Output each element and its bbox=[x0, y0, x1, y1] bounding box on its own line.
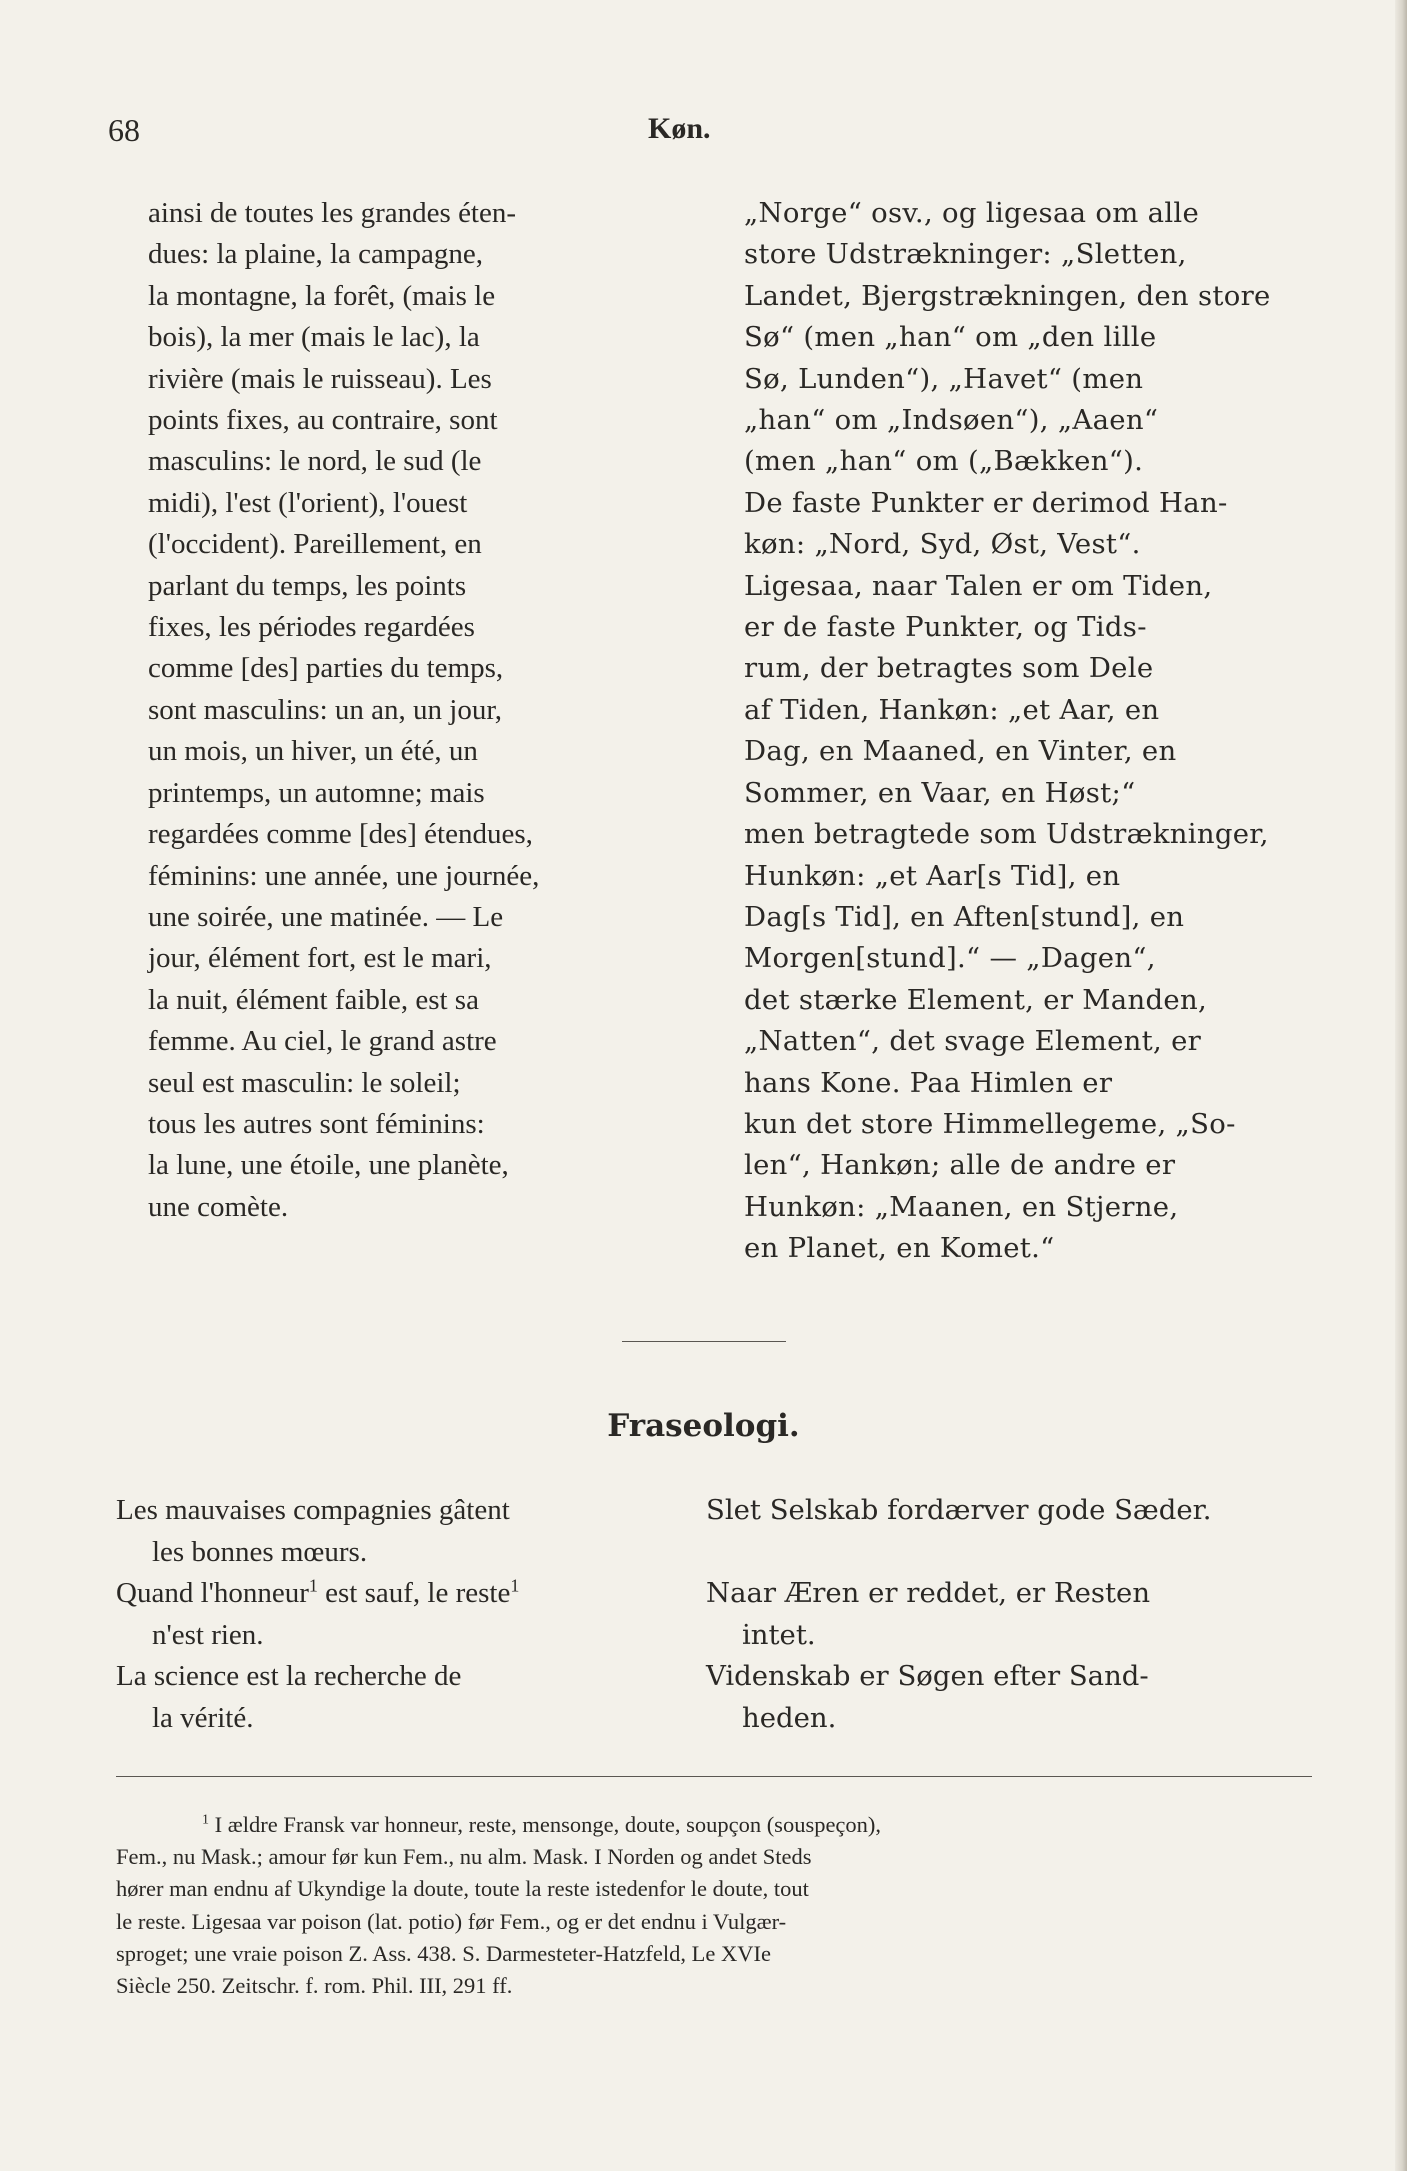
proverb-french bbox=[116, 1573, 661, 1656]
footnote-marker: 1 bbox=[202, 1812, 209, 1828]
text-line: la lune, une étoile, une planète, bbox=[148, 1149, 509, 1182]
footnote-divider bbox=[116, 1776, 1312, 1777]
text-line: Sø“ (men „han“ om „den lille bbox=[744, 321, 1157, 354]
text-line: Ligesaa, naar Talen er om Tiden, bbox=[744, 569, 1213, 602]
section-divider bbox=[622, 1341, 786, 1342]
text-line: Dag[s Tid], en Aften[stund], en bbox=[744, 900, 1185, 933]
proverb-line: intet. bbox=[742, 1618, 816, 1651]
proverb-line: Videnskab er Søgen efter Sand- bbox=[706, 1660, 1149, 1692]
proverb-french bbox=[116, 1490, 661, 1573]
footnote-line: sproget; une vraie poison Z. Ass. 438. S. Darmesteter-Hatzfeld, Le XVIe bbox=[116, 1940, 771, 1966]
page-header bbox=[0, 112, 1407, 152]
text-line: seul est masculin: le soleil; bbox=[148, 1066, 461, 1099]
danish-text-column bbox=[744, 193, 1271, 1270]
text-line: printemps, un automne; mais bbox=[148, 776, 485, 809]
text-line: store Udstrækninger: „Sletten, bbox=[744, 238, 1187, 271]
text-line: køn: „Nord, Syd, Øst, Vest“. bbox=[744, 528, 1141, 561]
text-line: „han“ om „Indsøen“), „Aaen“ bbox=[744, 404, 1159, 437]
text-line: en Planet, en Komet.“ bbox=[744, 1232, 1055, 1265]
text-line: Dag, en Maaned, en Vinter, en bbox=[744, 735, 1177, 768]
proverb-line: n'est rien. bbox=[152, 1618, 264, 1651]
text-line: bois), la mer (mais le lac), la bbox=[148, 321, 480, 354]
proverb-line: les bonnes mœurs. bbox=[152, 1535, 368, 1568]
text-line: points fixes, au contraire, sont bbox=[148, 404, 498, 437]
proverb-text: est sauf, le reste bbox=[317, 1577, 511, 1609]
text-line: det stærke Element, er Manden, bbox=[744, 983, 1208, 1016]
page-number: 68 bbox=[108, 112, 140, 148]
proverb-line: la vérité. bbox=[152, 1701, 254, 1734]
text-line: jour, élément fort, est le mari, bbox=[148, 942, 492, 975]
text-line: men betragtede som Udstrækninger, bbox=[744, 818, 1269, 851]
text-line: Landet, Bjergstrækningen, den store bbox=[744, 279, 1271, 312]
footnote-line: Fem., nu Mask.; amour før kun Fem., nu alm. Mask. I Norden og andet Steds bbox=[116, 1844, 812, 1870]
text-line: ainsi de toutes les grandes éten- bbox=[148, 197, 517, 229]
footnote-line: Siècle 250. Zeitschr. f. rom. Phil. III, 291 ff. bbox=[116, 1973, 513, 1999]
proverb-danish bbox=[706, 1490, 1252, 1532]
text-line: rum, der betragtes som Dele bbox=[744, 652, 1154, 685]
text-line: midi), l'est (l'orient), l'ouest bbox=[148, 486, 468, 519]
text-line: rivière (mais le ruisseau). Les bbox=[148, 362, 492, 395]
text-line: Sommer, en Vaar, en Høst;“ bbox=[744, 776, 1136, 809]
proverb-line: Slet Selskab fordærver gode Sæder. bbox=[706, 1494, 1212, 1526]
text-line: la nuit, élément faible, est sa bbox=[148, 983, 479, 1016]
section-title: Fraseologi. bbox=[607, 1408, 800, 1444]
text-line: un mois, un hiver, un été, un bbox=[148, 735, 478, 768]
proverb-french bbox=[116, 1656, 661, 1739]
text-line: af Tiden, Hankøn: „et Aar, en bbox=[744, 693, 1160, 726]
text-line: (l'occident). Pareillement, en bbox=[148, 528, 482, 561]
text-line: hans Kone. Paa Himlen er bbox=[744, 1066, 1113, 1099]
footnote-text: I ældre Fransk var honneur, reste, mensonge, doute, soupçon (souspeçon), bbox=[214, 1812, 882, 1837]
text-line: regardées comme [des] étendues, bbox=[148, 818, 533, 851]
footnote-line bbox=[116, 1809, 1312, 1841]
footnote bbox=[116, 1809, 1312, 2002]
text-line: parlant du temps, les points bbox=[148, 569, 467, 602]
proverb-text: Quand l'honneur bbox=[116, 1577, 309, 1609]
text-line: dues: la plaine, la campagne, bbox=[148, 238, 483, 271]
running-head: Køn. bbox=[648, 112, 711, 145]
page-edge bbox=[1395, 0, 1407, 2171]
footnote-line: le reste. Ligesaa var poison (lat. potio) før Fem., og er det endnu i Vulgær- bbox=[116, 1908, 787, 1934]
text-line: fixes, les périodes regardées bbox=[148, 611, 475, 644]
footnote-line: hører man endnu af Ukyndige la doute, toute la reste istedenfor le doute, tout bbox=[116, 1876, 809, 1902]
footnote-ref: 1 bbox=[510, 1575, 520, 1596]
text-line: une comète. bbox=[148, 1190, 289, 1223]
text-line: comme [des] parties du temps, bbox=[148, 652, 504, 685]
text-line: er de faste Punkter, og Tids- bbox=[744, 611, 1147, 644]
text-line: Morgen[stund].“ — „Dagen“, bbox=[744, 942, 1156, 975]
text-line: „Norge“ osv., og ligesaa om alle bbox=[744, 197, 1200, 229]
text-line: femme. Au ciel, le grand astre bbox=[148, 1025, 497, 1058]
text-line: Sø, Lunden“), „Havet“ (men bbox=[744, 362, 1144, 395]
text-line: Hunkøn: „et Aar[s Tid], en bbox=[744, 859, 1121, 892]
text-line: (men „han“ om („Bækken“). bbox=[744, 445, 1144, 478]
french-text-column bbox=[148, 193, 658, 1228]
text-line: masculins: le nord, le sud (le bbox=[148, 445, 482, 478]
text-line: kun det store Himmellegeme, „So- bbox=[744, 1107, 1236, 1140]
text-line: tous les autres sont féminins: bbox=[148, 1107, 485, 1140]
proverb-line: La science est la recherche de bbox=[116, 1660, 462, 1692]
proverb-line: Naar Æren er reddet, er Resten bbox=[706, 1577, 1151, 1609]
proverb-line: heden. bbox=[742, 1701, 837, 1734]
proverb-danish bbox=[706, 1573, 1252, 1656]
footnote-ref: 1 bbox=[308, 1575, 318, 1596]
text-line: „Natten“, det svage Element, er bbox=[744, 1025, 1202, 1058]
text-line: la montagne, la forêt, (mais le bbox=[148, 279, 496, 312]
text-line: féminins: une année, une journée, bbox=[148, 859, 540, 892]
proverb-line: Les mauvaises compagnies gâtent bbox=[116, 1494, 510, 1526]
proverb-line bbox=[116, 1573, 661, 1615]
proverb-danish bbox=[706, 1656, 1252, 1739]
text-line: De faste Punkter er derimod Han- bbox=[744, 486, 1228, 519]
text-line: une soirée, une matinée. — Le bbox=[148, 900, 504, 933]
text-line: Hunkøn: „Maanen, en Stjerne, bbox=[744, 1190, 1179, 1223]
text-line: len“, Hankøn; alle de andre er bbox=[744, 1149, 1176, 1182]
text-line: sont masculins: un an, un jour, bbox=[148, 693, 503, 726]
